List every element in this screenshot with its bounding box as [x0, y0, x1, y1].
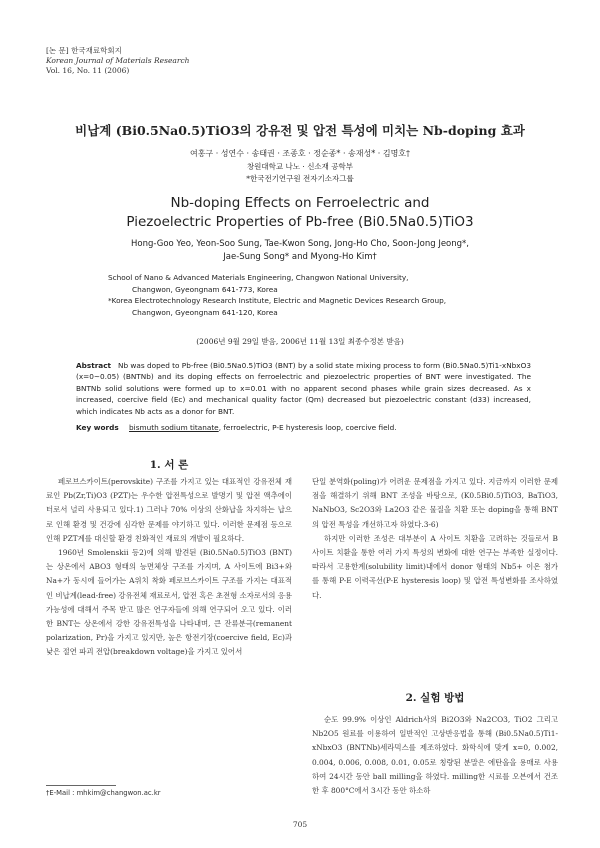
korean-title: 비납계 (Bi0.5Na0.5)TiO3의 강유전 및 압전 특성에 미치는 Nb-doping 효과 — [75, 123, 525, 138]
right-paragraph-2: 하지만 이러한 조성은 대부분이 A 사이트 치환을 고려하는 것들로서 B 사이트 치환을 통한 여러 가지 특성의 변화에 대한 연구는 부족한 실정이다. 따라서 고용한계(solubility limit)내에서 donor 형태의 Nb5+ 이온 첨가를 통해 P-E 이력곡선(P-E hysteresis loop) 및 압전 특성변화를 조사하였다. — [312, 533, 558, 600]
keywords-rest: , ferroelectric, P-E hysteresis loop, coercive field. — [218, 423, 397, 432]
keywords-label: Key words — [76, 423, 119, 432]
abstract-label: Abstract — [76, 361, 112, 370]
korean-authors: 여홍구 · 성연수 · 송태권 · 조종호 · 정순종* · 송재성* · 김명호† — [189, 149, 411, 158]
korean-affiliation-2: *한국전기연구원 전자기소자그룹 — [246, 174, 354, 183]
english-affiliation-1: School of Nano & Advanced Materials Engineering, Changwon National University, — [108, 273, 409, 282]
keywords — [76, 423, 531, 432]
section-1-paragraph-1: 페로브스카이트(perovskite) 구조를 가지고 있는 대표적인 강유전체 재료인 Pb(Zr,Ti)O3 (PZT)는 우수한 압전특성으로 발명기 및 압전 액추에이터로서 널리 사용되고 있다.1) 그러나 70% 이상의 산화납을 차지하는 납으로 인해 환경 및 건강에 심각한 문제를 야기하고 있다. 이러한 문제점 등으로 인해 PZT계를 대신할 환경 친화적인 재료의 개발이 필요하다. — [46, 477, 292, 543]
section-1-paragraph-2: 1960년 Smolenskii 등2)에 의해 발견된 (Bi0.5Na0.5)TiO3 (BNT)는 상온에서 ABO3 형태의 능면체상 구조를 가지며, A 사이트에 Bi3+와 Na+가 동시에 들어가는 A위치 착화 페로브스카이트 구조를 가지는 대표적인 비납계(lead-free) 강유전체 재료로서, 압전 혹은 초전형 소자로서의 응용 가능성에 대해서 주목 받고 많은 연구자들에 의해 연구되어 오고 있다. 이러한 BNT는 상온에서 강한 강유전특성을 나타내며, 큰 잔류분극(remanent polarization, Pr)을 가지고 있지만, 높은 항전기장(coercive field, Ec)과 낮은 절연 파괴 전압(breakdown voltage)을 가지고 있어서 — [46, 548, 292, 657]
section-2-heading: 2. 실험 방법 — [405, 692, 465, 704]
right-paragraph-1: 단일 분역화(poling)가 어려운 문제점을 가지고 있다. 지금까지 이러한 문제점을 해결하기 위해 BNT 조성을 바탕으로, (K0.5Bi0.5)TiO3, BaTiO3, NaNbO3, Sc2O3와 La2O3 같은 물질을 치환 또는 doping을 통해 BNT의 압전 특성을 개선하고자 하였다.3-6) — [312, 477, 558, 529]
english-affiliation-2-city: Changwon, Gyeongnam 641-120, Korea — [132, 307, 278, 317]
english-title — [0, 194, 600, 232]
received-dates: (2006년 9월 29일 받음, 2006년 11월 13일 최종수정본 받음) — [196, 337, 404, 346]
page-number: 705 — [292, 820, 308, 829]
korean-affiliation-1: 창원대학교 나노 · 신소재 공학부 — [246, 162, 354, 171]
english-authors-line-2: Jae-Sung Song* and Myong-Ho Kim† — [223, 252, 377, 262]
english-authors-line-1: Hong-Goo Yeo, Yeon-Soo Sung, Tae-Kwon Song, Jong-Ho Cho, Soon-Jong Jeong*, — [130, 239, 469, 249]
right-column-top — [312, 475, 558, 603]
english-affiliations — [108, 272, 446, 318]
right-column-bottom — [312, 713, 558, 798]
journal-volume: Vol. 16, No. 11 (2006) — [46, 66, 130, 75]
abstract-text: Nb was doped to Pb-free (Bi0.5Na0.5)TiO3 (BNT) by a solid state mixing process to form (Bi0.5Na0.5)Ti1-xNbxO3 (x=0~0.05) (BNTNb) and its doping effects on ferroelectric and piezoelectric properties of BNT were investigated. The BNTNb solid solutions were formed up to x=0.01 with no apparent second phases while grain sizes decreased. As x increased, coercive field (Ec) and mechanical quality factor (Qm) decreased but piezoelectric constant (d33) increased, which indicates Nb acts as a donor for BNT. — [76, 361, 531, 416]
section-1-heading: 1. 서 론 — [149, 459, 189, 471]
footnote-divider — [46, 785, 116, 786]
english-title-line-2: Piezoelectric Properties of Pb-free (Bi0.5Na0.5)TiO3 — [126, 214, 474, 230]
korean-affiliations — [0, 161, 600, 185]
footnote-email: †E-Mail : mhkim@changwon.ac.kr — [46, 789, 161, 797]
journal-name: Korean Journal of Materials Research — [46, 56, 190, 65]
english-title-line-1: Nb-doping Effects on Ferroelectric and — [170, 195, 430, 211]
keyword-first: bismuth sodium titanate — [129, 423, 219, 432]
english-authors — [0, 238, 600, 264]
abstract — [76, 360, 531, 417]
english-affiliation-2: *Korea Electrotechnology Research Institute, Electric and Magnetic Devices Research Group, — [108, 296, 447, 305]
journal-header — [46, 46, 189, 76]
section-2-paragraph-1: 순도 99.9% 이상인 Aldrich사의 Bi2O3와 Na2CO3, TiO2 그리고 Nb2O5 원료를 이용하여 일반적인 고상반응법을 통해 (Bi0.5Na0.5)Ti1-xNbxO3 (BNTNb)세라믹스를 제조하였다. 화학식에 맞게 x=0, 0.002, 0.004, 0.006, 0.008, 0.01, 0.05로 칭량된 분말은 에탄올을 용매로 사용하여 24시간 동안 ball milling을 하였다. milling한 시료를 오븐에서 건조한 후 800°C에서 3시간 동안 하소하 — [312, 715, 558, 796]
journal-category: [논 문] 한국재료학회지 — [46, 46, 122, 55]
left-column — [46, 475, 292, 660]
english-affiliation-1-city: Changwon, Gyeongnam 641-773, Korea — [132, 284, 278, 294]
